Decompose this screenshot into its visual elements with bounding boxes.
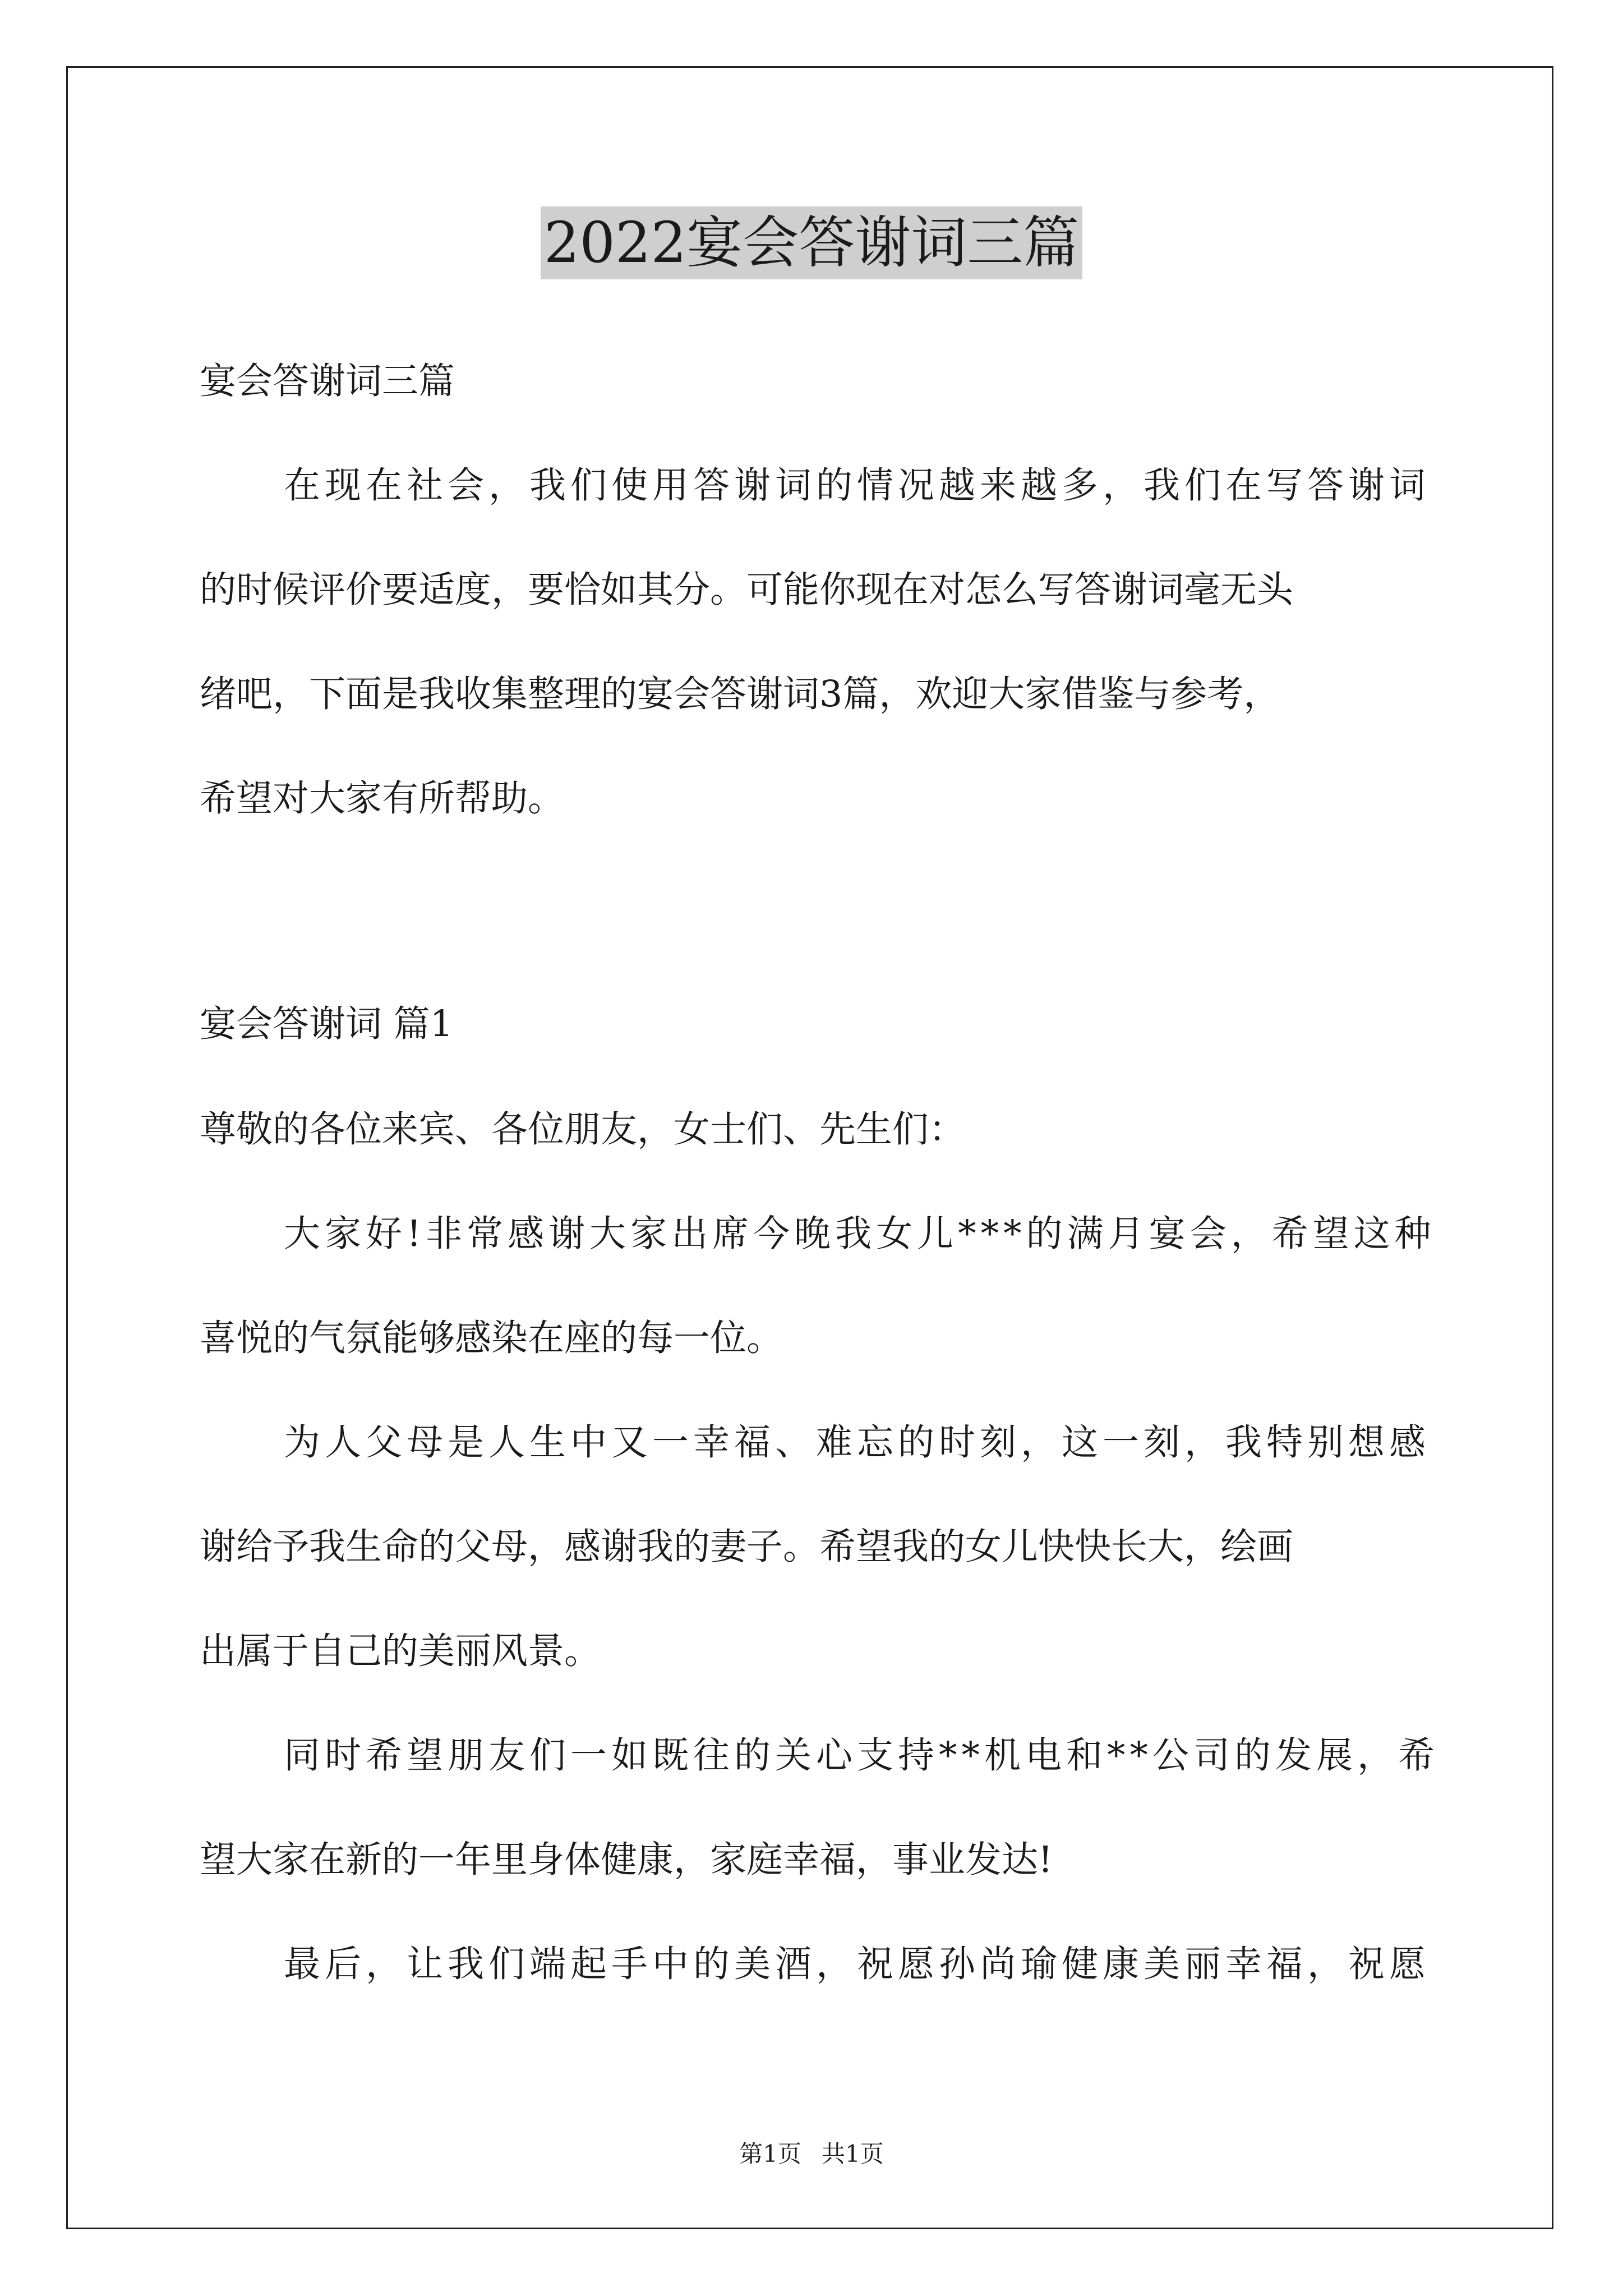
body-line-6: 同时希望朋友们一如既往的关心支持**机电和**公司的发展，希 — [284, 1734, 1440, 1777]
intro-line-1: 在现在社会，我们使用答谢词的情况越来越多，我们在写答谢词 — [284, 464, 1431, 507]
body-line-2: 喜悦的气氛能够感染在座的每一位。 — [200, 1317, 783, 1359]
body-line-1: 大家好!非常感谢大家出席今晚我女儿***的满月宴会，希望这种 — [284, 1213, 1436, 1255]
page-footer — [0, 2138, 1623, 2170]
body-line-4: 谢给予我生命的父母，感谢我的妻子。希望我的女儿快快长大，绘画 — [200, 1526, 1294, 1568]
title-area — [0, 206, 1623, 279]
document-title: 2022宴会答谢词三篇 — [541, 206, 1083, 279]
subtitle: 宴会答谢词三篇 — [200, 360, 455, 402]
page-number-current: 第1页 — [739, 2140, 801, 2168]
body-line-7: 望大家在新的一年里身体健康，家庭幸福，事业发达! — [200, 1839, 1053, 1881]
page-number-total: 共1页 — [822, 2140, 884, 2168]
intro-line-4: 希望对大家有所帮助。 — [200, 777, 565, 820]
intro-line-2: 的时候评价要适度，要恰如其分。可能你现在对怎么写答谢词毫无头 — [200, 569, 1294, 611]
body-line-5: 出属于自己的美丽风景。 — [200, 1630, 601, 1672]
section-heading: 宴会答谢词 篇1 — [200, 1003, 454, 1045]
intro-line-3: 绪吧，下面是我收集整理的宴会答谢词3篇，欢迎大家借鉴与参考， — [200, 673, 1280, 715]
salutation: 尊敬的各位来宾、各位朋友，女士们、先生们： — [200, 1108, 966, 1151]
body-line-3: 为人父母是人生中又一幸福、难忘的时刻，这一刻，我特别想感 — [284, 1421, 1431, 1464]
body-line-8: 最后，让我们端起手中的美酒，祝愿孙尚瑜健康美丽幸福，祝愿 — [284, 1943, 1431, 1985]
